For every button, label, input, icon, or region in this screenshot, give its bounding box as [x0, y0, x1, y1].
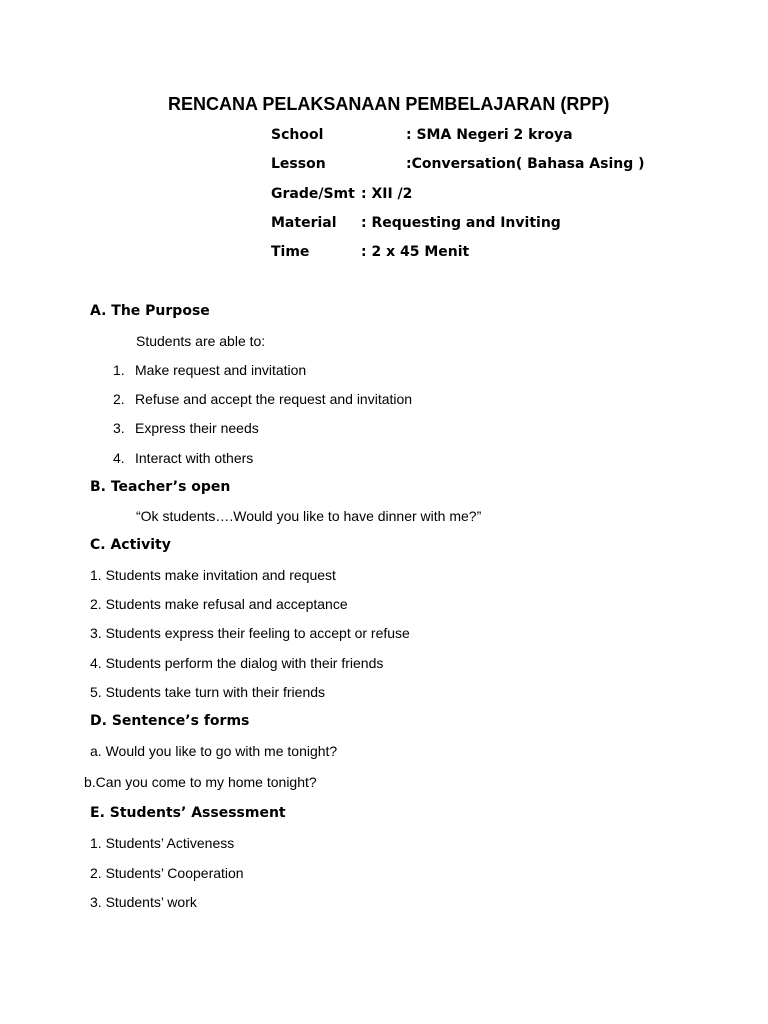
list-item [113, 392, 412, 406]
info-label-school: School [271, 127, 324, 143]
assessment-item: 3. Students’ work [90, 894, 197, 910]
list-item-number: 1. [113, 362, 125, 378]
info-label-time: Time [271, 244, 310, 260]
info-value-grade: : XII /2 [361, 186, 413, 202]
list-item [113, 363, 306, 377]
info-value-material: : Requesting and Inviting [361, 215, 561, 231]
list-item-text: Interact with others [135, 450, 254, 466]
list-item-text: Make request and invitation [135, 362, 307, 378]
teacher-open-quote: “Ok students….Would you like to have dinner with me?” [136, 508, 482, 524]
list-item [113, 451, 253, 465]
section-heading-purpose: A. The Purpose [90, 303, 210, 319]
assessment-item: 1. Students’ Activeness [90, 835, 235, 851]
assessment-item: 2. Students’ Cooperation [90, 865, 244, 881]
list-item-text: Express their needs [135, 420, 259, 436]
section-heading-sentence-forms: D. Sentence’s forms [90, 713, 250, 729]
sentence-form-b: b.Can you come to my home tonight? [84, 774, 317, 790]
info-value-lesson: :Conversation( Bahasa Asing ) [406, 156, 645, 172]
info-value-time: : 2 x 45 Menit [361, 244, 470, 260]
section-heading-teacher-open: B. Teacher’s open [90, 479, 231, 495]
list-item-text: Refuse and accept the request and invitation [135, 391, 413, 407]
info-label-material: Material [271, 215, 337, 231]
purpose-intro: Students are able to: [136, 333, 266, 349]
activity-item: 1. Students make invitation and request [90, 567, 336, 583]
list-item-number: 3. [113, 420, 125, 436]
activity-item: 4. Students perform the dialog with their friends [90, 655, 384, 671]
document-title: RENCANA PELAKSANAAN PEMBELAJARAN (RPP) [168, 94, 610, 114]
info-label-lesson: Lesson [271, 156, 326, 172]
list-item-number: 2. [113, 391, 125, 407]
list-item-number: 4. [113, 450, 125, 466]
section-heading-activity: C. Activity [90, 537, 171, 553]
sentence-form-a: a. Would you like to go with me tonight? [90, 743, 338, 759]
info-value-school: : SMA Negeri 2 kroya [406, 127, 573, 143]
section-heading-assessment: E. Students’ Assessment [90, 805, 286, 821]
activity-item: 5. Students take turn with their friends [90, 684, 326, 700]
activity-item: 2. Students make refusal and acceptance [90, 596, 348, 612]
activity-item: 3. Students express their feeling to accept or refuse [90, 625, 410, 641]
list-item [113, 421, 259, 435]
info-label-grade: Grade/Smt [271, 186, 355, 202]
